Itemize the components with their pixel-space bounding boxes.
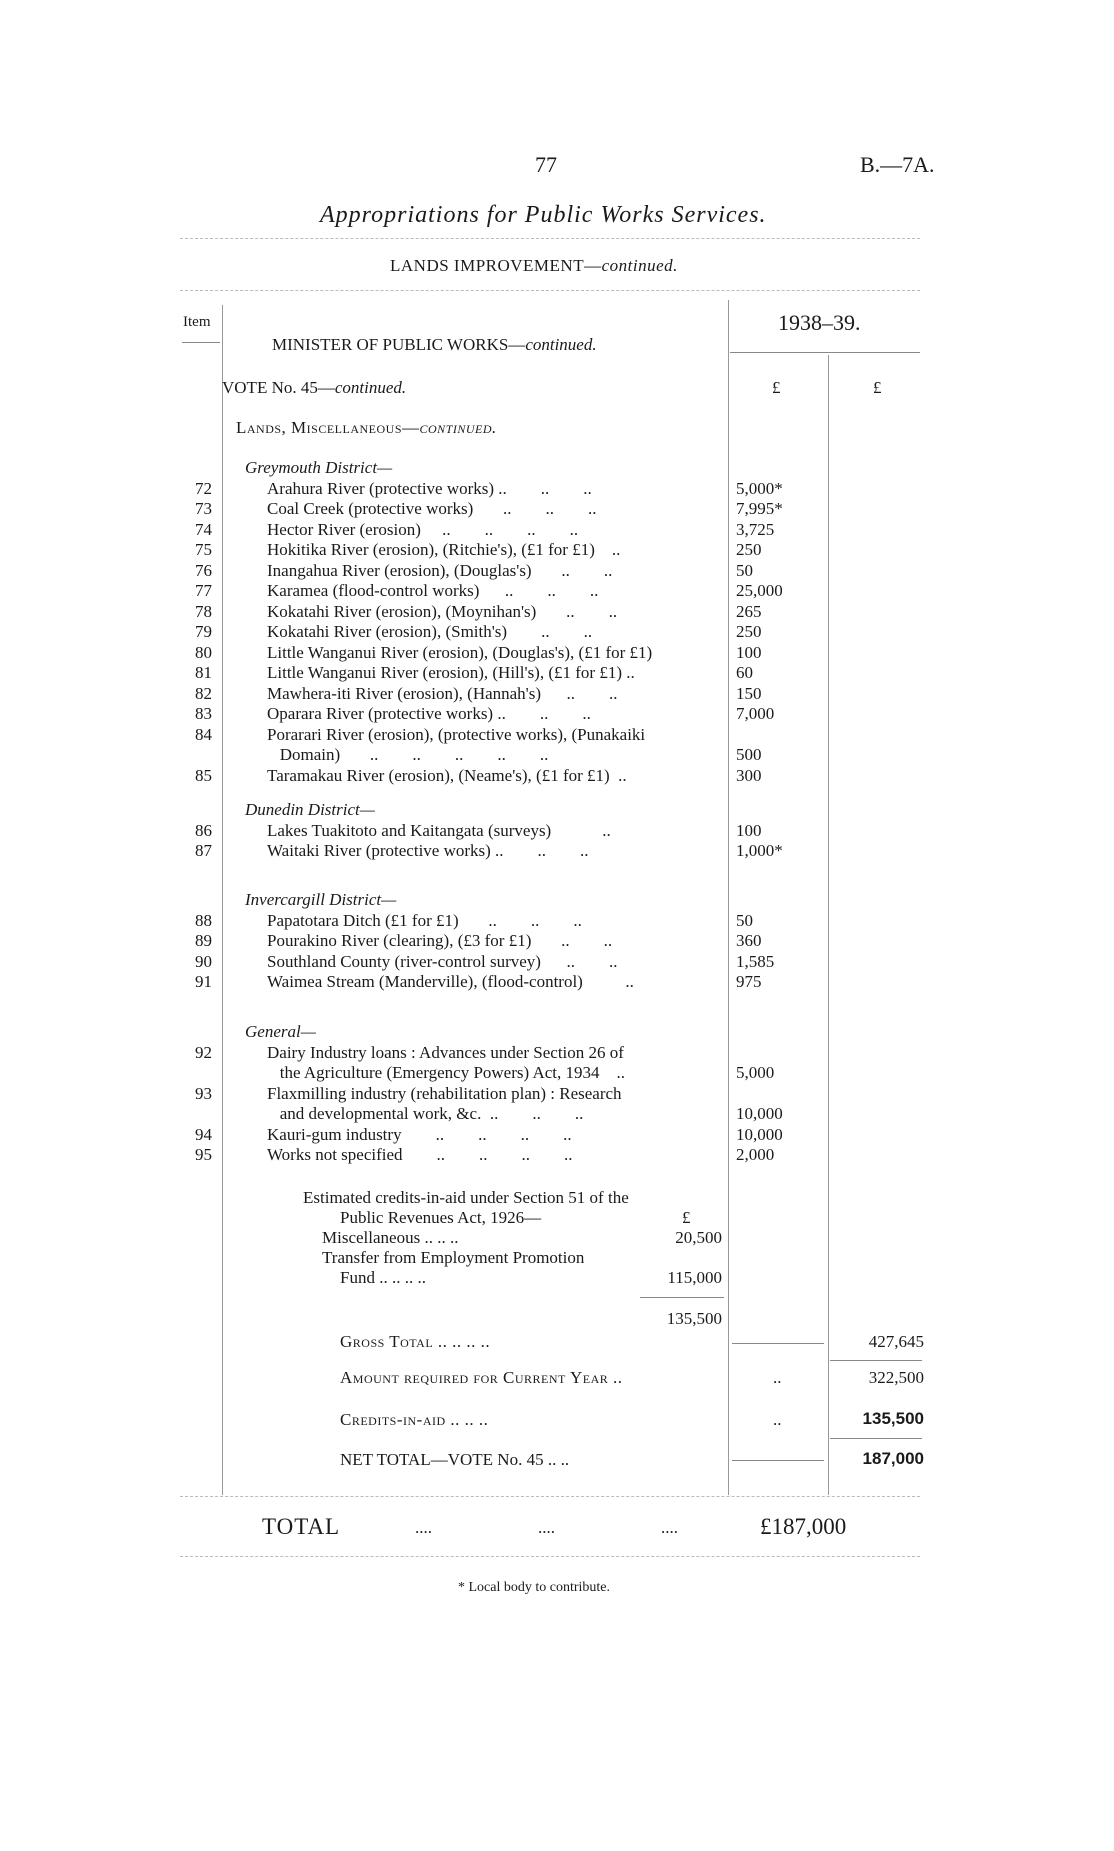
item-number: 76 xyxy=(195,560,212,580)
item-description: Little Wanganui River (erosion), (Douglas's), (£1 for £1) xyxy=(267,642,653,662)
section-rule xyxy=(180,290,920,291)
item-amount: 50 xyxy=(736,910,753,930)
item-amount: 5,000 xyxy=(736,1063,775,1082)
gross-amount-rule xyxy=(830,1360,922,1361)
item-amount: 250 xyxy=(736,540,762,559)
document-reference: B.—7A. xyxy=(860,152,935,177)
item-amount: 100 xyxy=(736,642,762,662)
district-heading: Dunedin District— xyxy=(245,800,375,819)
item-column-rule xyxy=(222,305,223,1495)
bottom-rule xyxy=(180,1496,920,1497)
item-description: Coal Creek (protective works) .. .. .. xyxy=(267,499,597,518)
net-total-label: NET TOTAL—VOTE No. 45 .. .. xyxy=(340,1450,570,1469)
credits-subtotal: 135,500 xyxy=(666,1309,722,1328)
item-description: Inangahua River (erosion), (Douglas's) .. .. xyxy=(267,560,613,580)
item-description: Kokatahi River (erosion), (Smith's) .. .. xyxy=(267,622,593,641)
gross-total-rule xyxy=(732,1343,824,1344)
footnote: * Local body to contribute. xyxy=(458,1580,611,1595)
item-amount: 300 xyxy=(736,765,762,785)
item-description: Oparara River (protective works) .. .. .. xyxy=(267,704,591,723)
item-description: Hokitika River (erosion), (Ritchie's), (£1 for £1) .. xyxy=(267,540,621,559)
item-amount: 500 xyxy=(736,745,762,764)
item-amount: 1,585 xyxy=(736,951,775,971)
item-description: Waimea Stream (Manderville), (flood-control) .. xyxy=(267,972,634,991)
item-description: Karamea (flood-control works) .. .. .. xyxy=(267,581,599,600)
page-number: 77 xyxy=(535,152,557,177)
item-number: 79 xyxy=(195,622,212,641)
item-number: 86 xyxy=(195,820,212,840)
item-amount: 60 xyxy=(736,663,753,682)
item-header-rule xyxy=(182,342,220,343)
item-number: 87 xyxy=(195,841,212,860)
item-description: Arahura River (protective works) .. .. .. xyxy=(267,478,592,498)
grand-total-label: TOTAL xyxy=(262,1514,341,1539)
misc-label: Miscellaneous .. .. .. xyxy=(322,1228,459,1247)
item-amount: 250 xyxy=(736,622,762,641)
amount-column-rule xyxy=(728,300,729,1495)
item-number: 75 xyxy=(195,540,212,559)
item-number: 94 xyxy=(195,1124,212,1144)
item-number: 85 xyxy=(195,765,212,785)
item-amount: 1,000* xyxy=(736,841,783,860)
item-amount: 100 xyxy=(736,820,762,840)
item-number: 91 xyxy=(195,972,212,991)
item-number: 92 xyxy=(195,1042,212,1062)
year-heading: 1938–39. xyxy=(778,310,861,335)
item-number: 80 xyxy=(195,642,212,662)
item-number: 88 xyxy=(195,910,212,930)
item-description: Hector River (erosion) .. .. .. .. xyxy=(267,519,579,539)
required-amount: 322,500 xyxy=(868,1368,924,1387)
item-amount: 150 xyxy=(736,683,762,703)
transfer-label-1: Transfer from Employment Promotion xyxy=(322,1248,585,1267)
gross-total-amount: 427,645 xyxy=(868,1332,924,1351)
item-column-header: Item xyxy=(183,314,211,330)
credits-subtotal-rule xyxy=(640,1297,724,1298)
grand-total-dots-2: .... xyxy=(538,1518,555,1537)
item-description: Dairy Industry loans : Advances under Section 26 of xyxy=(267,1042,624,1062)
item-description: Southland County (river-control survey) .. .. xyxy=(267,951,618,971)
vote-heading: VOTE No. 45—continued. xyxy=(222,378,407,397)
item-number: 95 xyxy=(195,1145,212,1164)
total-column-rule xyxy=(828,355,829,1495)
item-amount: 10,000 xyxy=(736,1124,783,1144)
misc-amount: 20,500 xyxy=(675,1228,722,1247)
item-number: 74 xyxy=(195,519,212,539)
currency-symbol-1: £ xyxy=(772,378,781,397)
gross-total-label: Gross Total .. .. .. .. xyxy=(340,1332,491,1351)
subhead: Lands, Miscellaneous—continued. xyxy=(236,418,497,437)
net-total-amount: 187,000 xyxy=(862,1449,924,1468)
transfer-label-2: Fund .. .. .. .. xyxy=(340,1268,426,1287)
item-amount: 7,995* xyxy=(736,499,783,518)
district-heading: Greymouth District— xyxy=(245,458,393,477)
credits-intro-2: Public Revenues Act, 1926— xyxy=(340,1208,542,1227)
item-description: and developmental work, &c. .. .. .. xyxy=(267,1104,584,1123)
item-amount: 360 xyxy=(736,931,762,950)
credits-intro-1: Estimated credits-in-aid under Section 51 of the xyxy=(303,1188,629,1207)
item-description: Little Wanganui River (erosion), (Hill's), (£1 for £1) .. xyxy=(267,663,635,682)
credits-amount: 135,500 xyxy=(862,1409,924,1428)
credits-dots: .. xyxy=(773,1410,782,1429)
item-description: Waitaki River (protective works) .. .. .. xyxy=(267,841,589,860)
item-number: 72 xyxy=(195,478,212,498)
grand-total-dots-3: .... xyxy=(661,1518,678,1537)
credits-rule xyxy=(830,1438,922,1439)
item-number: 73 xyxy=(195,499,212,518)
item-number: 83 xyxy=(195,704,212,723)
required-label: Amount required for Current Year .. xyxy=(340,1368,623,1387)
item-number: 84 xyxy=(195,724,212,744)
required-dots: .. xyxy=(773,1368,782,1387)
item-amount: 50 xyxy=(736,560,753,580)
item-amount: 5,000* xyxy=(736,478,783,498)
item-number: 78 xyxy=(195,601,212,621)
grand-total-rule xyxy=(180,1556,920,1557)
title-rule xyxy=(180,238,920,239)
item-description: Kokatahi River (erosion), (Moynihan's) .. .. xyxy=(267,601,618,621)
item-amount: 2,000 xyxy=(736,1145,775,1164)
net-total-rule xyxy=(732,1460,824,1461)
item-amount: 265 xyxy=(736,601,762,621)
item-description: Domain) .. .. .. .. .. xyxy=(267,745,549,764)
district-heading: General— xyxy=(245,1022,316,1041)
grand-total-dots-1: .... xyxy=(415,1518,432,1537)
item-description: Papatotara Ditch (£1 for £1) .. .. .. xyxy=(267,910,582,930)
item-description: Taramakau River (erosion), (Neame's), (£1 for £1) .. xyxy=(267,765,627,785)
item-number: 82 xyxy=(195,683,212,703)
item-amount: 10,000 xyxy=(736,1104,783,1123)
item-number: 90 xyxy=(195,951,212,971)
credits-label: Credits-in-aid .. .. .. xyxy=(340,1410,489,1429)
section-heading: LANDS IMPROVEMENT—continued. xyxy=(390,256,678,275)
item-description: Works not specified .. .. .. .. xyxy=(267,1145,573,1164)
item-description: Pourakino River (clearing), (£3 for £1) .. .. xyxy=(267,931,613,950)
item-amount: 975 xyxy=(736,972,762,991)
item-amount: 3,725 xyxy=(736,519,775,539)
credits-currency: £ xyxy=(682,1208,691,1227)
ministry-heading: MINISTER OF PUBLIC WORKS—continued. xyxy=(272,335,597,354)
district-heading: Invercargill District— xyxy=(245,890,397,909)
currency-symbol-2: £ xyxy=(873,378,882,397)
item-number: 77 xyxy=(195,581,212,600)
item-description: Mawhera-iti River (erosion), (Hannah's) .. .. xyxy=(267,683,618,703)
item-number: 89 xyxy=(195,931,212,950)
item-amount: 7,000 xyxy=(736,704,775,723)
transfer-amount: 115,000 xyxy=(667,1268,722,1287)
item-number: 93 xyxy=(195,1083,212,1103)
year-rule xyxy=(730,352,920,353)
item-description: Lakes Tuakitoto and Kaitangata (surveys) .. xyxy=(267,820,611,840)
item-description: Flaxmilling industry (rehabilitation plan) : Research xyxy=(267,1083,622,1103)
item-description: Kauri-gum industry .. .. .. .. xyxy=(267,1124,572,1144)
item-description: the Agriculture (Emergency Powers) Act, 1934 .. xyxy=(267,1063,626,1082)
item-amount: 25,000 xyxy=(736,581,783,600)
item-description: Porarari River (erosion), (protective works), (Punakaiki xyxy=(267,724,646,744)
page-title: Appropriations for Public Works Services. xyxy=(320,202,767,228)
item-number: 81 xyxy=(195,663,212,682)
grand-total-amount: £187,000 xyxy=(760,1514,847,1539)
